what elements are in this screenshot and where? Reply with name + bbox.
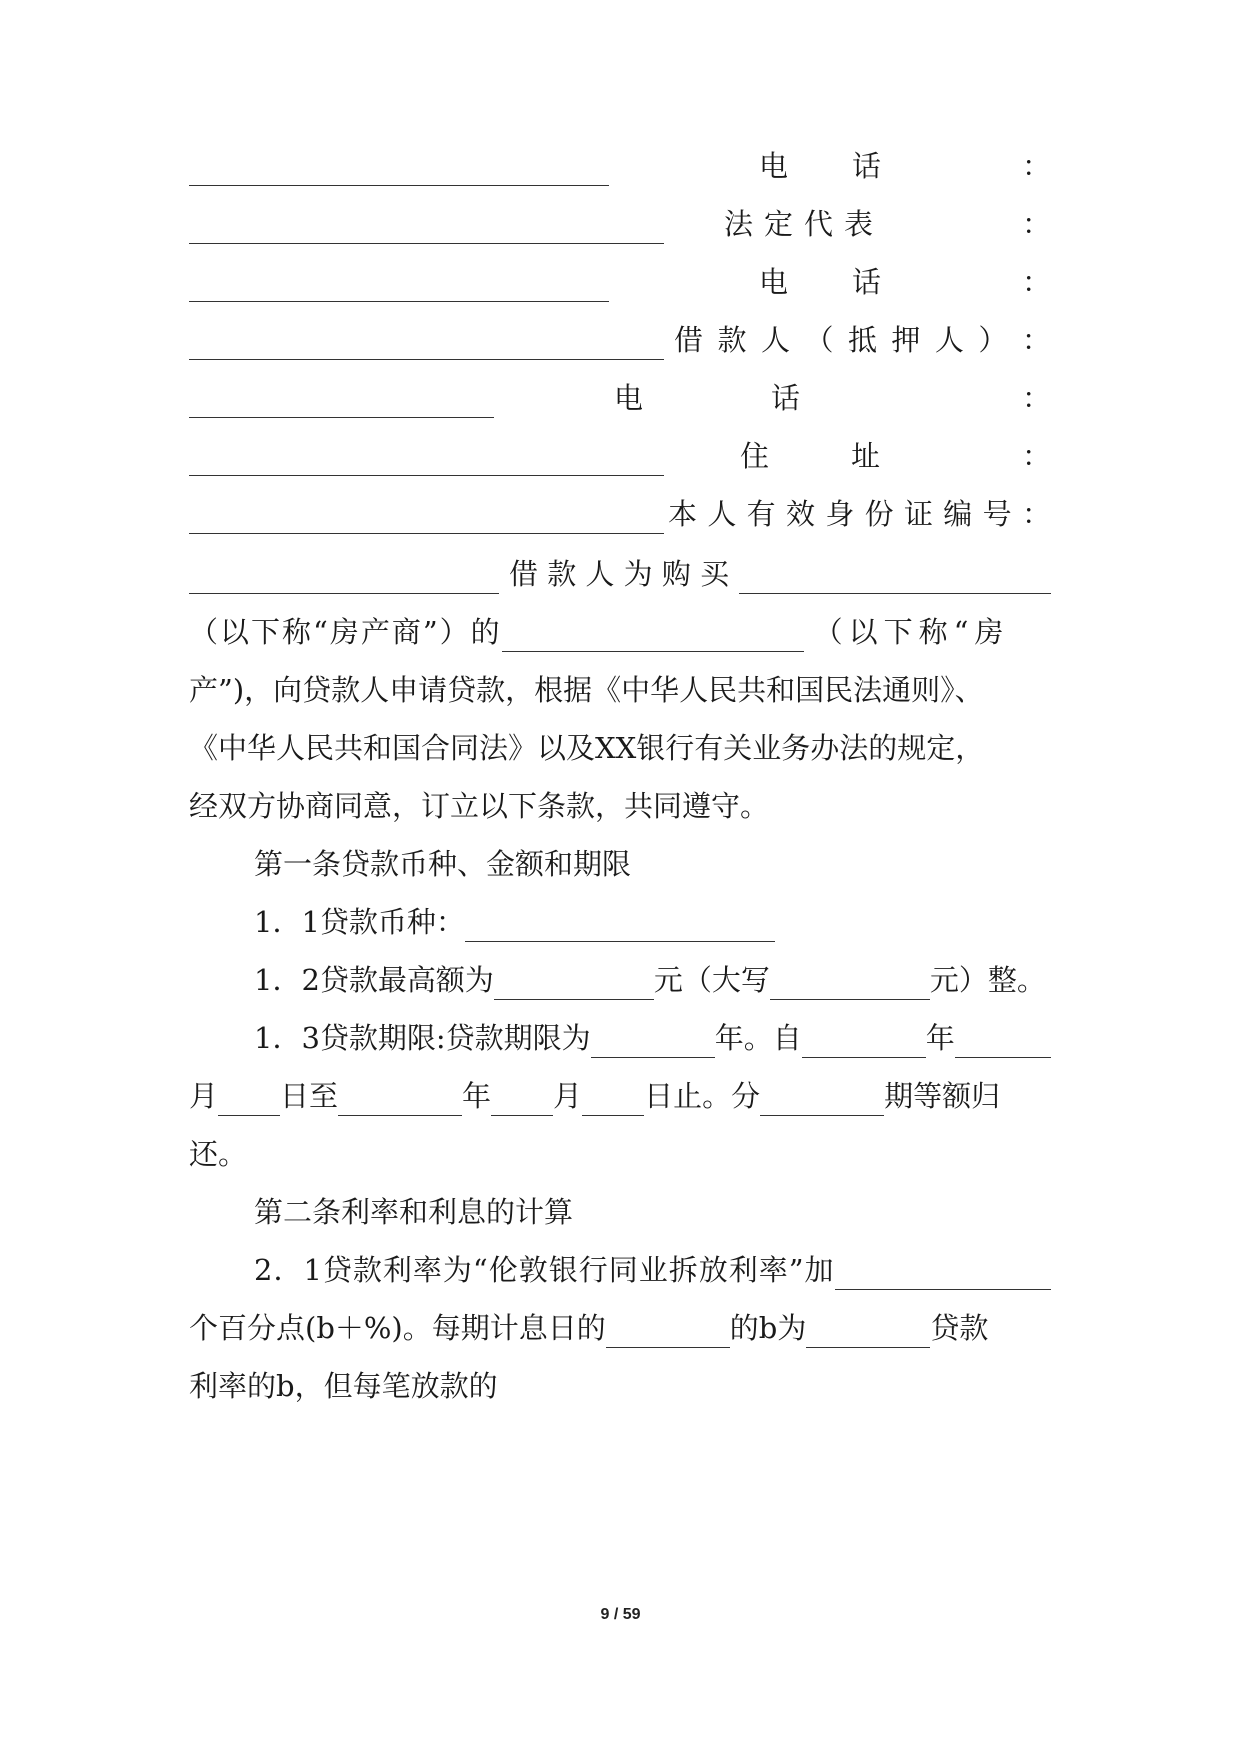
fill-blank[interactable] (189, 155, 609, 186)
colon: ： (1021, 149, 1051, 183)
fill-blank[interactable] (189, 563, 499, 594)
body-text: 借 款 人 为 购 买 (509, 557, 730, 591)
fill-blank[interactable] (739, 563, 1051, 594)
colon: ： (1021, 265, 1051, 299)
phone-line-3 (189, 378, 1051, 418)
fill-blank[interactable] (955, 1027, 1051, 1058)
clause-text: 日至 (280, 1079, 339, 1113)
clause-2-1 (254, 1250, 1051, 1290)
fill-blank[interactable] (770, 969, 930, 1000)
body-line: 经双方协商同意，订立以下条款，共同遵守。 (189, 789, 770, 823)
clause-text: 日止。分 (644, 1079, 761, 1113)
clause-text: 个百分点(b＋%)。每期计息日的 (189, 1311, 606, 1345)
body-line: 《中华人民共和国合同法》以及XX银行有关业务办法的规定， (189, 731, 985, 765)
body-text: （以下称“房产商”）的 (189, 615, 502, 649)
fill-blank[interactable] (491, 1085, 553, 1116)
fill-blank[interactable] (835, 1259, 1051, 1290)
fill-blank[interactable] (502, 621, 804, 652)
fill-blank[interactable] (591, 1027, 715, 1058)
colon: ： (1021, 381, 1051, 415)
clause-text: 元）整。 (929, 963, 1046, 997)
article-2-title: 第二条利率和利息的计算 (254, 1195, 574, 1229)
field-label: 本 人 有 效 身 份 证 编 号 ： (668, 497, 1051, 531)
fill-blank[interactable] (494, 969, 654, 1000)
field-label: 借 款 人 （ 抵 押 人 ） ： (674, 323, 1051, 357)
clause-text: 年 (462, 1079, 492, 1113)
fill-blank[interactable] (189, 271, 609, 302)
fill-blank[interactable] (189, 445, 664, 476)
clause-2-1-end: 利率的b，但每笔放款的 (189, 1369, 498, 1403)
body-line: 产”)，向贷款人申请贷款，根据《中华人民共和国民法通则》、 (189, 673, 984, 707)
field-label: 电 话 (759, 149, 881, 183)
phone-line-1 (189, 146, 1051, 186)
clause-text: 年 (925, 1021, 955, 1055)
clause-text: 月 (189, 1079, 219, 1113)
colon: ： (1021, 439, 1051, 473)
purpose-line (189, 554, 1051, 594)
field-label: 电 话 (759, 265, 881, 299)
phone-line-2 (189, 262, 1051, 302)
legal-rep-line (189, 204, 1051, 244)
fill-blank[interactable] (189, 329, 664, 360)
clause-text: 元（大写 (653, 963, 770, 997)
fill-blank[interactable] (582, 1085, 644, 1116)
page-number: 9 / 59 (600, 1606, 641, 1623)
clause-text: 年。自 (714, 1021, 802, 1055)
clause-text: 月 (553, 1079, 583, 1113)
clause-1-3 (254, 1018, 1051, 1058)
clause-text: 1．1贷款币种： (254, 905, 465, 939)
fill-blank[interactable] (760, 1085, 884, 1116)
clause-1-3-end: 还。 (189, 1137, 248, 1171)
body-text: （以下称“房 (813, 615, 1010, 649)
clause-text: 2．1贷款利率为“伦敦银行同业拆放利率”加 (254, 1253, 835, 1287)
developer-line (189, 612, 1051, 652)
clause-1-3-cont (189, 1076, 1051, 1116)
field-label: 法 定 代 表 (724, 207, 873, 241)
fill-blank[interactable] (189, 387, 494, 418)
fill-blank[interactable] (189, 213, 664, 244)
fill-blank[interactable] (465, 911, 775, 942)
clause-text: 贷款 (930, 1311, 989, 1345)
field-label: 电 话 (614, 381, 800, 415)
address-line (189, 436, 1051, 476)
article-1-title: 第一条贷款币种、金额和期限 (254, 847, 632, 881)
clause-2-1-cont (189, 1308, 1051, 1348)
fill-blank[interactable] (189, 503, 664, 534)
fill-blank[interactable] (338, 1085, 462, 1116)
colon: ： (1022, 207, 1052, 241)
clause-text: 期等额归 (884, 1079, 1001, 1113)
clause-text: 的b为 (729, 1311, 807, 1345)
field-label: 住 址 (740, 439, 880, 473)
fill-blank[interactable] (802, 1027, 926, 1058)
fill-blank[interactable] (218, 1085, 280, 1116)
borrower-line (189, 320, 1051, 360)
clause-text: 1．2贷款最高额为 (254, 963, 494, 997)
clause-1-1 (254, 902, 1051, 942)
fill-blank[interactable] (606, 1317, 730, 1348)
clause-1-2 (254, 960, 1074, 1000)
clause-text: 1．3贷款期限:贷款期限为 (254, 1021, 591, 1055)
fill-blank[interactable] (806, 1317, 930, 1348)
id-number-line (189, 494, 1051, 534)
